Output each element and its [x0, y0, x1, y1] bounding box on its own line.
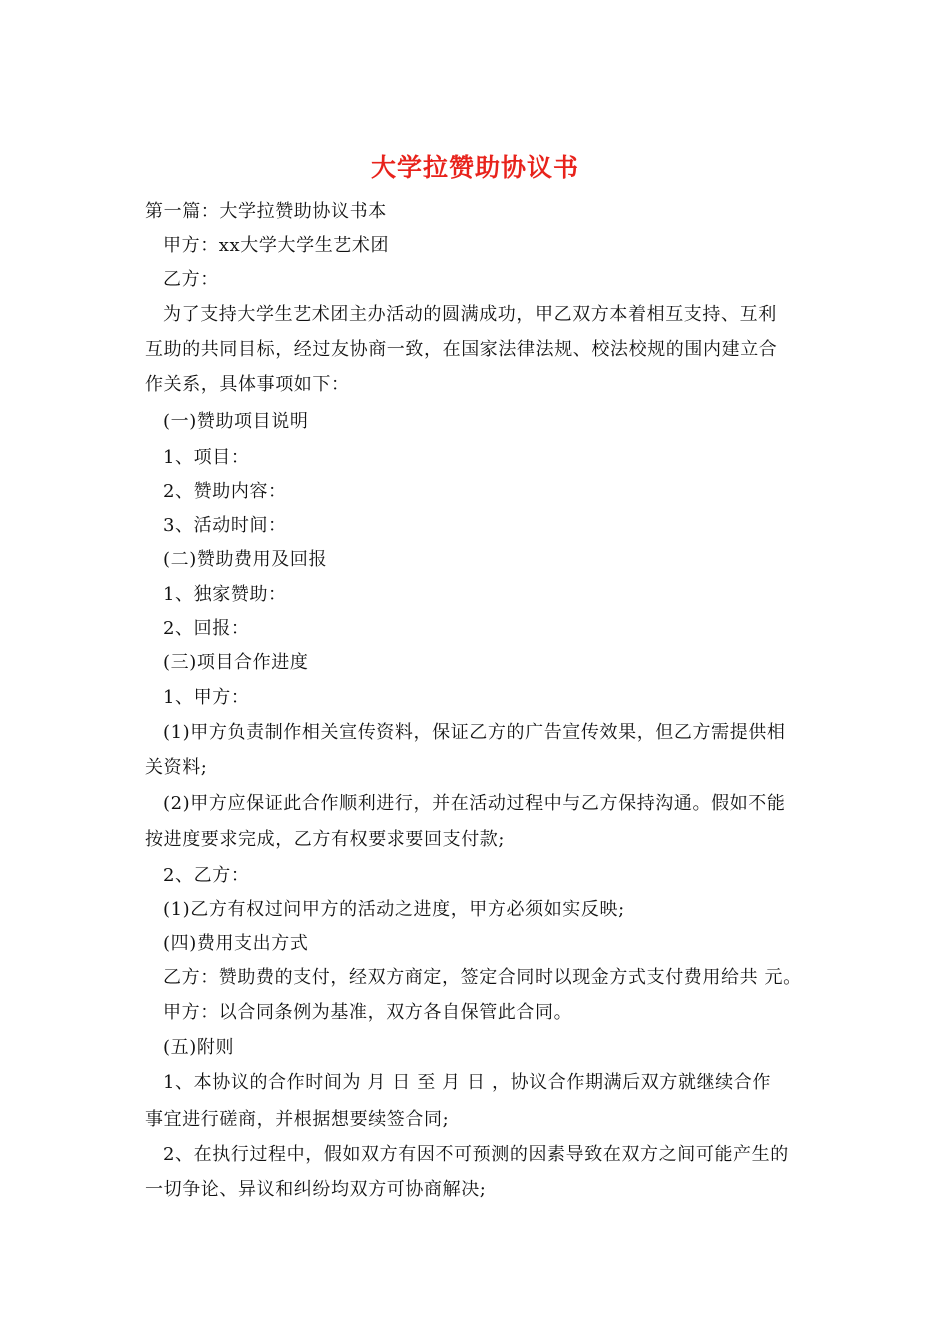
document-line: 3、活动时间：	[163, 515, 287, 536]
document-line: 互助的共同目标，经过友协商一致，在国家法律法规、校法校规的围内建立合	[145, 339, 778, 360]
document-line: (二)赞助费用及回报	[163, 549, 328, 570]
document-line: (1)乙方有权过问甲方的活动之进度，甲方必须如实反映;	[163, 899, 625, 920]
document-line: (四)费用支出方式	[163, 933, 309, 954]
document-line: 为了支持大学生艺术团主办活动的圆满成功，甲乙双方本着相互支持、互利	[163, 304, 777, 325]
document-line: (三)项目合作进度	[163, 652, 309, 673]
document-line: 第一篇：大学拉赞助协议书本	[145, 201, 387, 222]
document-line: 关资料;	[145, 757, 208, 778]
document-line: 甲方：以合同条例为基准，双方各自保管此合同。	[163, 1002, 573, 1023]
document-line: 2、回报：	[163, 618, 250, 639]
document-line: 乙方：	[163, 269, 219, 290]
document-line: (2)甲方应保证此合作顺利进行，并在活动过程中与乙方保持沟通。假如不能	[163, 793, 786, 814]
document-line: 2、赞助内容：	[163, 481, 287, 502]
document-line: 1、独家赞助：	[163, 584, 287, 605]
document-line: 按进度要求完成，乙方有权要求要回支付款;	[145, 829, 506, 850]
document-line: (一)赞助项目说明	[163, 411, 309, 432]
document-line: 1、甲方：	[163, 687, 250, 708]
document-line: 2、乙方：	[163, 865, 250, 886]
document-line: 甲方：xx大学大学生艺术团	[163, 235, 390, 256]
document-line: 一切争论、异议和纠纷均双方可协商解决;	[145, 1179, 487, 1200]
document-line: 乙方：赞助费的支付，经双方商定，签定合同时以现金方式支付费用给共 元。	[163, 967, 802, 988]
document-line: 作关系，具体事项如下：	[145, 374, 350, 395]
document-line: 1、本协议的合作时间为 月 日 至 月 日 ，协议合作期满后双方就继续合作	[163, 1072, 771, 1093]
document-line: 1、项目：	[163, 447, 250, 468]
document-line: 2、在执行过程中，假如双方有因不可预测的因素导致在双方之间可能产生的	[163, 1144, 789, 1165]
document-line: (五)附则	[163, 1037, 235, 1058]
document-title: 大学拉赞助协议书	[370, 153, 579, 182]
document-line: (1)甲方负责制作相关宣传资料，保证乙方的广告宣传效果，但乙方需提供相	[163, 722, 786, 743]
document-line: 事宜进行磋商，并根据想要续签合同;	[145, 1109, 450, 1130]
